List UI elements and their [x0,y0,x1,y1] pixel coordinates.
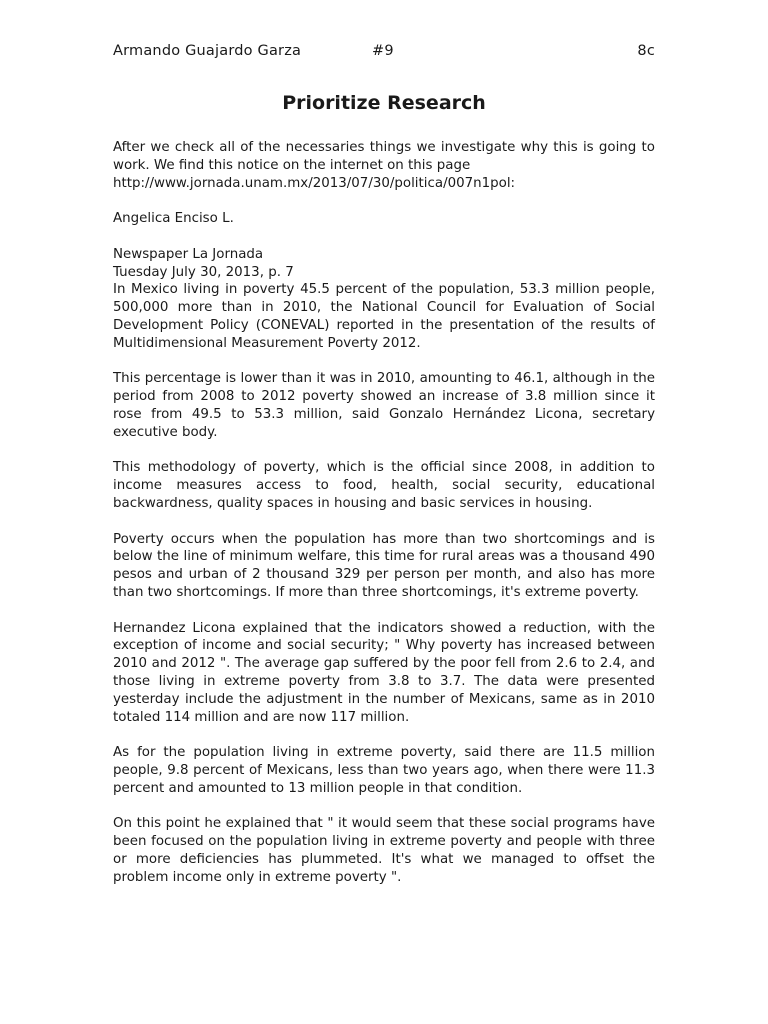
document-body [113,139,655,886]
paragraph-1: In Mexico living in poverty 45.5 percent of the population, 53.3 million people, 500,000 more than in 2010, the National Council for Evaluation of Social Development Policy (CONEVAL) reported in the presentation of the results of Multidimensional Measurement Poverty 2012. [113,282,655,351]
newspaper-name: Newspaper La Jornada [113,246,264,262]
class-group: 8c [637,43,655,59]
paragraph-2: This percentage is lower than it was in 2010, amounting to 46.1, although in the period from 2008 to 2012 poverty showed an increase of 3.8 million since it rose from 49.5 to 53.3 million, said Gonzalo Hernández Licona, secretary executive body. [113,371,655,440]
paragraph-4: Poverty occurs when the population has more than two shortcomings and is below the line of minimum welfare, this time for rural areas was a thousand 490 pesos and urban of 2 thousand 329 per person per month, and also has more than two shortcomings. If more than three shortcomings, it's extreme poverty. [113,531,655,600]
author-name: Armando Guajardo Garza [113,43,302,59]
source-block [113,246,655,282]
student-number: #9 [372,43,394,59]
intro-paragraph [113,139,655,192]
publication-date: Tuesday July 30, 2013, p. 7 [113,264,294,280]
paragraph-5: Hernandez Licona explained that the indicators showed a reduction, with the exception of income and social security; " Why poverty has increased between 2010 and 2012 ". The average gap suffered by the poor fell from 2.6 to 2.4, and those living in extreme poverty from 3.8 to 3.7. The data were presented yesterday include the adjustment in the number of Mexicans, same as in 2010 totaled 114 million and are now 117 million. [113,620,655,725]
paragraph-6: As for the population living in extreme poverty, said there are 11.5 million people, 9.8 percent of Mexicans, less than two years ago, when there were 11.3 percent and amounted to 13 million people in that condition. [113,745,655,796]
document-page [113,43,655,904]
byline: Angelica Enciso L. [113,211,234,227]
intro-text: After we check all of the necessaries things we investigate why this is going to work. We find this notice on the internet on this page [113,140,655,173]
paragraph-3: This methodology of poverty, which is the official since 2008, in addition to income measures access to food, health, social security, educational backwardness, quality spaces in housing and basic services in housing. [113,460,655,511]
page-title: Prioritize Research [282,92,486,114]
document-header [113,43,655,67]
paragraph-7: On this point he explained that " it would seem that these social programs have been focused on the population living in extreme poverty and people with three or more deficiencies has plummeted. It's what we managed to offset the problem income only in extreme poverty ". [113,816,655,885]
source-url: http://www.jornada.unam.mx/2013/07/30/politica/007n1pol: [113,175,516,191]
